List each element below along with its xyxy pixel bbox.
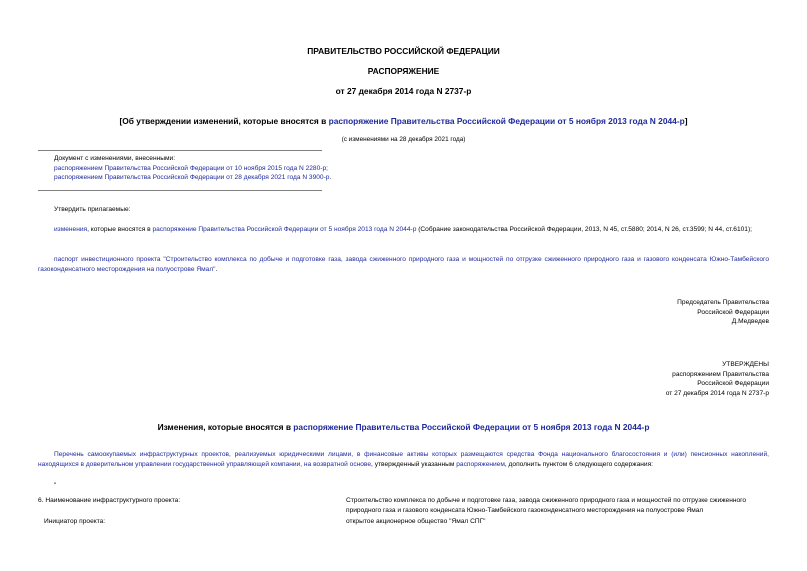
changes-title (0, 422, 807, 432)
changes-paragraph (38, 450, 769, 469)
changes-text-1: , утвержденный указанным (371, 460, 457, 468)
document-title (0, 116, 807, 126)
quote-mark: " (54, 482, 57, 489)
document-type: РАСПОРЯЖЕНИЕ (367, 66, 440, 76)
amendment-link-1[interactable]: распоряжением Правительства Российской Федерации от 10 ноября 2015 года N 2280-р; (54, 164, 328, 172)
document-date: от 27 декабря 2014 года N 2737-р (335, 86, 472, 96)
item-2-text: . (215, 265, 218, 273)
approved-line-2: распоряжением Правительства (672, 370, 769, 378)
item-1-text-1: , которые вносятся в (87, 226, 153, 233)
changes-link-list[interactable]: Перечень самоокупаемых инфраструктурных проектов, реализуемых юридическими лицами, в финансовые активы которых размещаются средства Фонда национального благосостояния и (или) пенсионных накоплений, находящихся в доверительном управлении государственной управляющей компании, на возвратной основе (38, 451, 769, 468)
divider-top (38, 150, 322, 151)
item-1-link-order[interactable]: распоряжение Правительства Российской Федерации от 5 ноября 2013 года N 2044-р (152, 226, 417, 233)
item-2-link-passport[interactable]: паспорт инвестиционного проекта "Строительство комплекса по добыче и подготовке газа, завода сжиженного природного газа и мощностей по отгрузке сжиженного природного газа и газового конденсата Южно-Тамбейского газоконденсатного месторождения на полуострове Ямал" (38, 256, 769, 273)
amendments-intro: Документ с изменениями, внесенными: (54, 155, 176, 162)
signature-block (677, 298, 769, 327)
signature-line-1: Председатель Правительства (677, 299, 769, 306)
changes-link-order[interactable]: распоряжением (456, 460, 505, 468)
signature-line-3: Д.Медведев (731, 318, 769, 325)
approved-block (666, 360, 769, 398)
signature-line-2: Российской Федерации (697, 308, 769, 316)
item-1-link-changes[interactable]: изменения (54, 226, 88, 233)
table-row-value-2: открытое акционерное общество "Ямал СПГ" (346, 518, 486, 525)
changes-title-prefix: Изменения, которые вносятся в (157, 422, 294, 432)
title-prefix: [Об утверждении изменений, которые вносятся в (119, 116, 329, 126)
approved-line-4: от 27 декабря 2014 года N 2737-р (665, 389, 769, 397)
table-row-label-2: Инициатор проекта: (44, 518, 106, 525)
government-heading: ПРАВИТЕЛЬСТВО РОССИЙСКОЙ ФЕДЕРАЦИИ (307, 46, 500, 56)
table-row-value-1: Строительство комплекса по добыче и подготовке газа, завода сжиженного природного газа и мощностей по отгрузке сжиженного природного газа и газового конденсата Южно-Тамбейского газоконденсатного месторождения на полуострове Ямал (346, 497, 747, 514)
table-row-label-1: 6. Наименование инфраструктурного проекта: (38, 497, 181, 504)
title-suffix: ] (684, 116, 688, 126)
approved-line-1: УТВЕРЖДЕНЫ (722, 361, 769, 368)
approve-text: Утвердить прилагаемые: (54, 206, 131, 213)
changes-title-link[interactable]: распоряжение Правительства Российской Федерации от 5 ноября 2013 года N 2044-р (293, 422, 650, 432)
item-2-paragraph (38, 255, 769, 274)
revision-note: (с изменениями на 28 декабря 2021 года) (341, 136, 466, 143)
changes-text-2: , дополнить пунктом 6 следующего содержания: (504, 460, 653, 468)
approved-line-3: Российской Федерации (697, 380, 769, 387)
item-1-text-2: (Собрание законодательства Российской Федерации, 2013, N 45, ст.5880; 2014, N 26, ст.3599; N 44, ст.6101); (416, 226, 752, 233)
amendments-block (54, 154, 331, 183)
item-1-paragraph (38, 225, 769, 235)
amendment-link-2[interactable]: распоряжением Правительства Российской Федерации от 28 декабря 2021 года N 3900-р. (54, 174, 332, 181)
title-link[interactable]: распоряжение Правительства Российской Федерации от 5 ноября 2013 года N 2044-р (328, 116, 685, 126)
divider-bottom (38, 190, 322, 191)
